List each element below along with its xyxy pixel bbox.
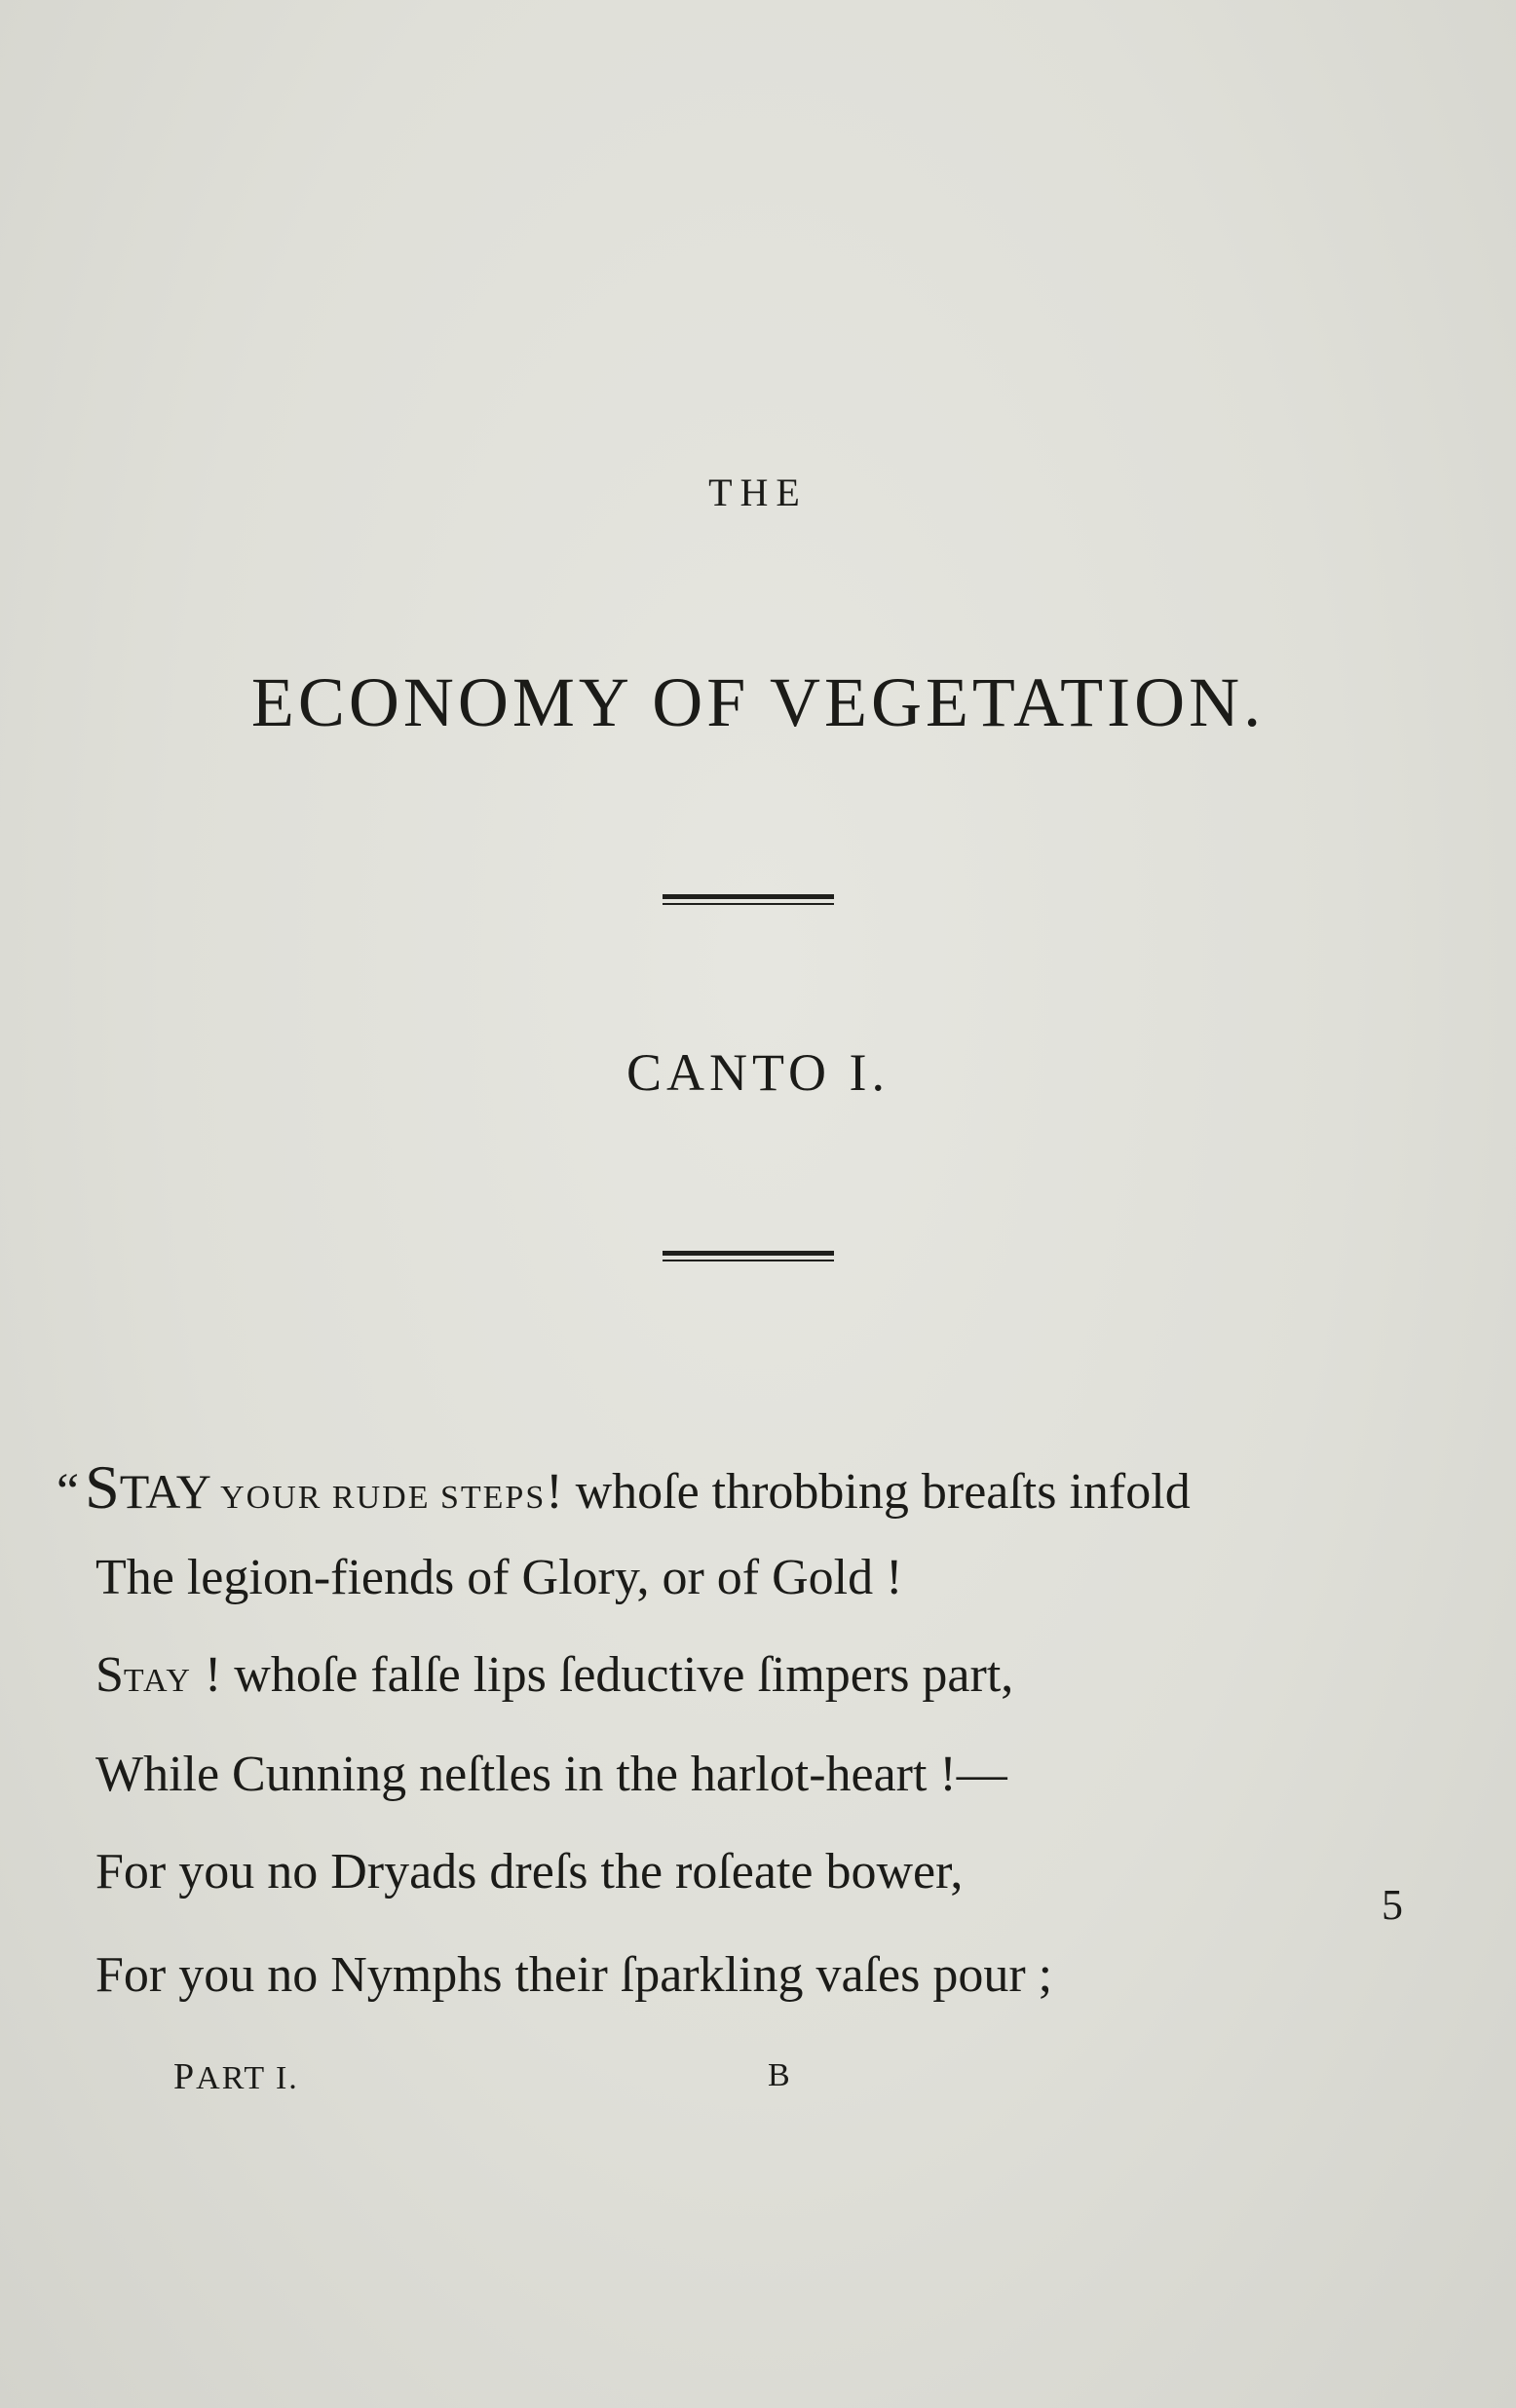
- poem-line-1: [57, 1451, 1191, 1524]
- poem-line-2: The legion-fiends of Glory, or of Gold !: [95, 1550, 903, 1605]
- canto-rule: [663, 1251, 834, 1261]
- poem-line-4: While Cunning neſtles in the harlot-heart !—: [95, 1747, 1007, 1802]
- lead-word-caps: TAY: [119, 1464, 211, 1519]
- part-initial: P: [173, 2056, 197, 2097]
- line-number: 5: [1382, 1881, 1403, 1929]
- small-caps-phrase: YOUR RUDE STEPS: [210, 1480, 547, 1516]
- canto-heading: CANTO I.: [625, 1043, 890, 1102]
- part-indicator: [173, 2055, 299, 2098]
- poem-line-3: [95, 1646, 1013, 1704]
- signature-mark: B: [768, 2057, 790, 2093]
- title-rule: [663, 894, 834, 905]
- line-text: ! whoſe falſe lips ſeductive ſimpers part,: [191, 1647, 1014, 1703]
- drop-initial: S: [85, 1452, 120, 1522]
- bleed-through-texture: [68, 234, 1432, 294]
- title-prefix: THE: [708, 470, 808, 514]
- lead-word-caps: TAY: [123, 1663, 192, 1699]
- page-title: ECONOMY OF VEGETATION.: [250, 663, 1266, 741]
- lead-initial: S: [95, 1647, 124, 1703]
- line-text: ! whoſe throbbing breaſts infold: [546, 1464, 1191, 1520]
- part-rest: ART I.: [196, 2060, 299, 2096]
- poem-line-5: For you no Dryads dreſs the roſeate bower,: [95, 1844, 964, 1900]
- open-quote: “: [57, 1464, 80, 1520]
- poem-line-6: For you no Nymphs their ſparkling vaſes pour ;: [95, 1947, 1053, 2003]
